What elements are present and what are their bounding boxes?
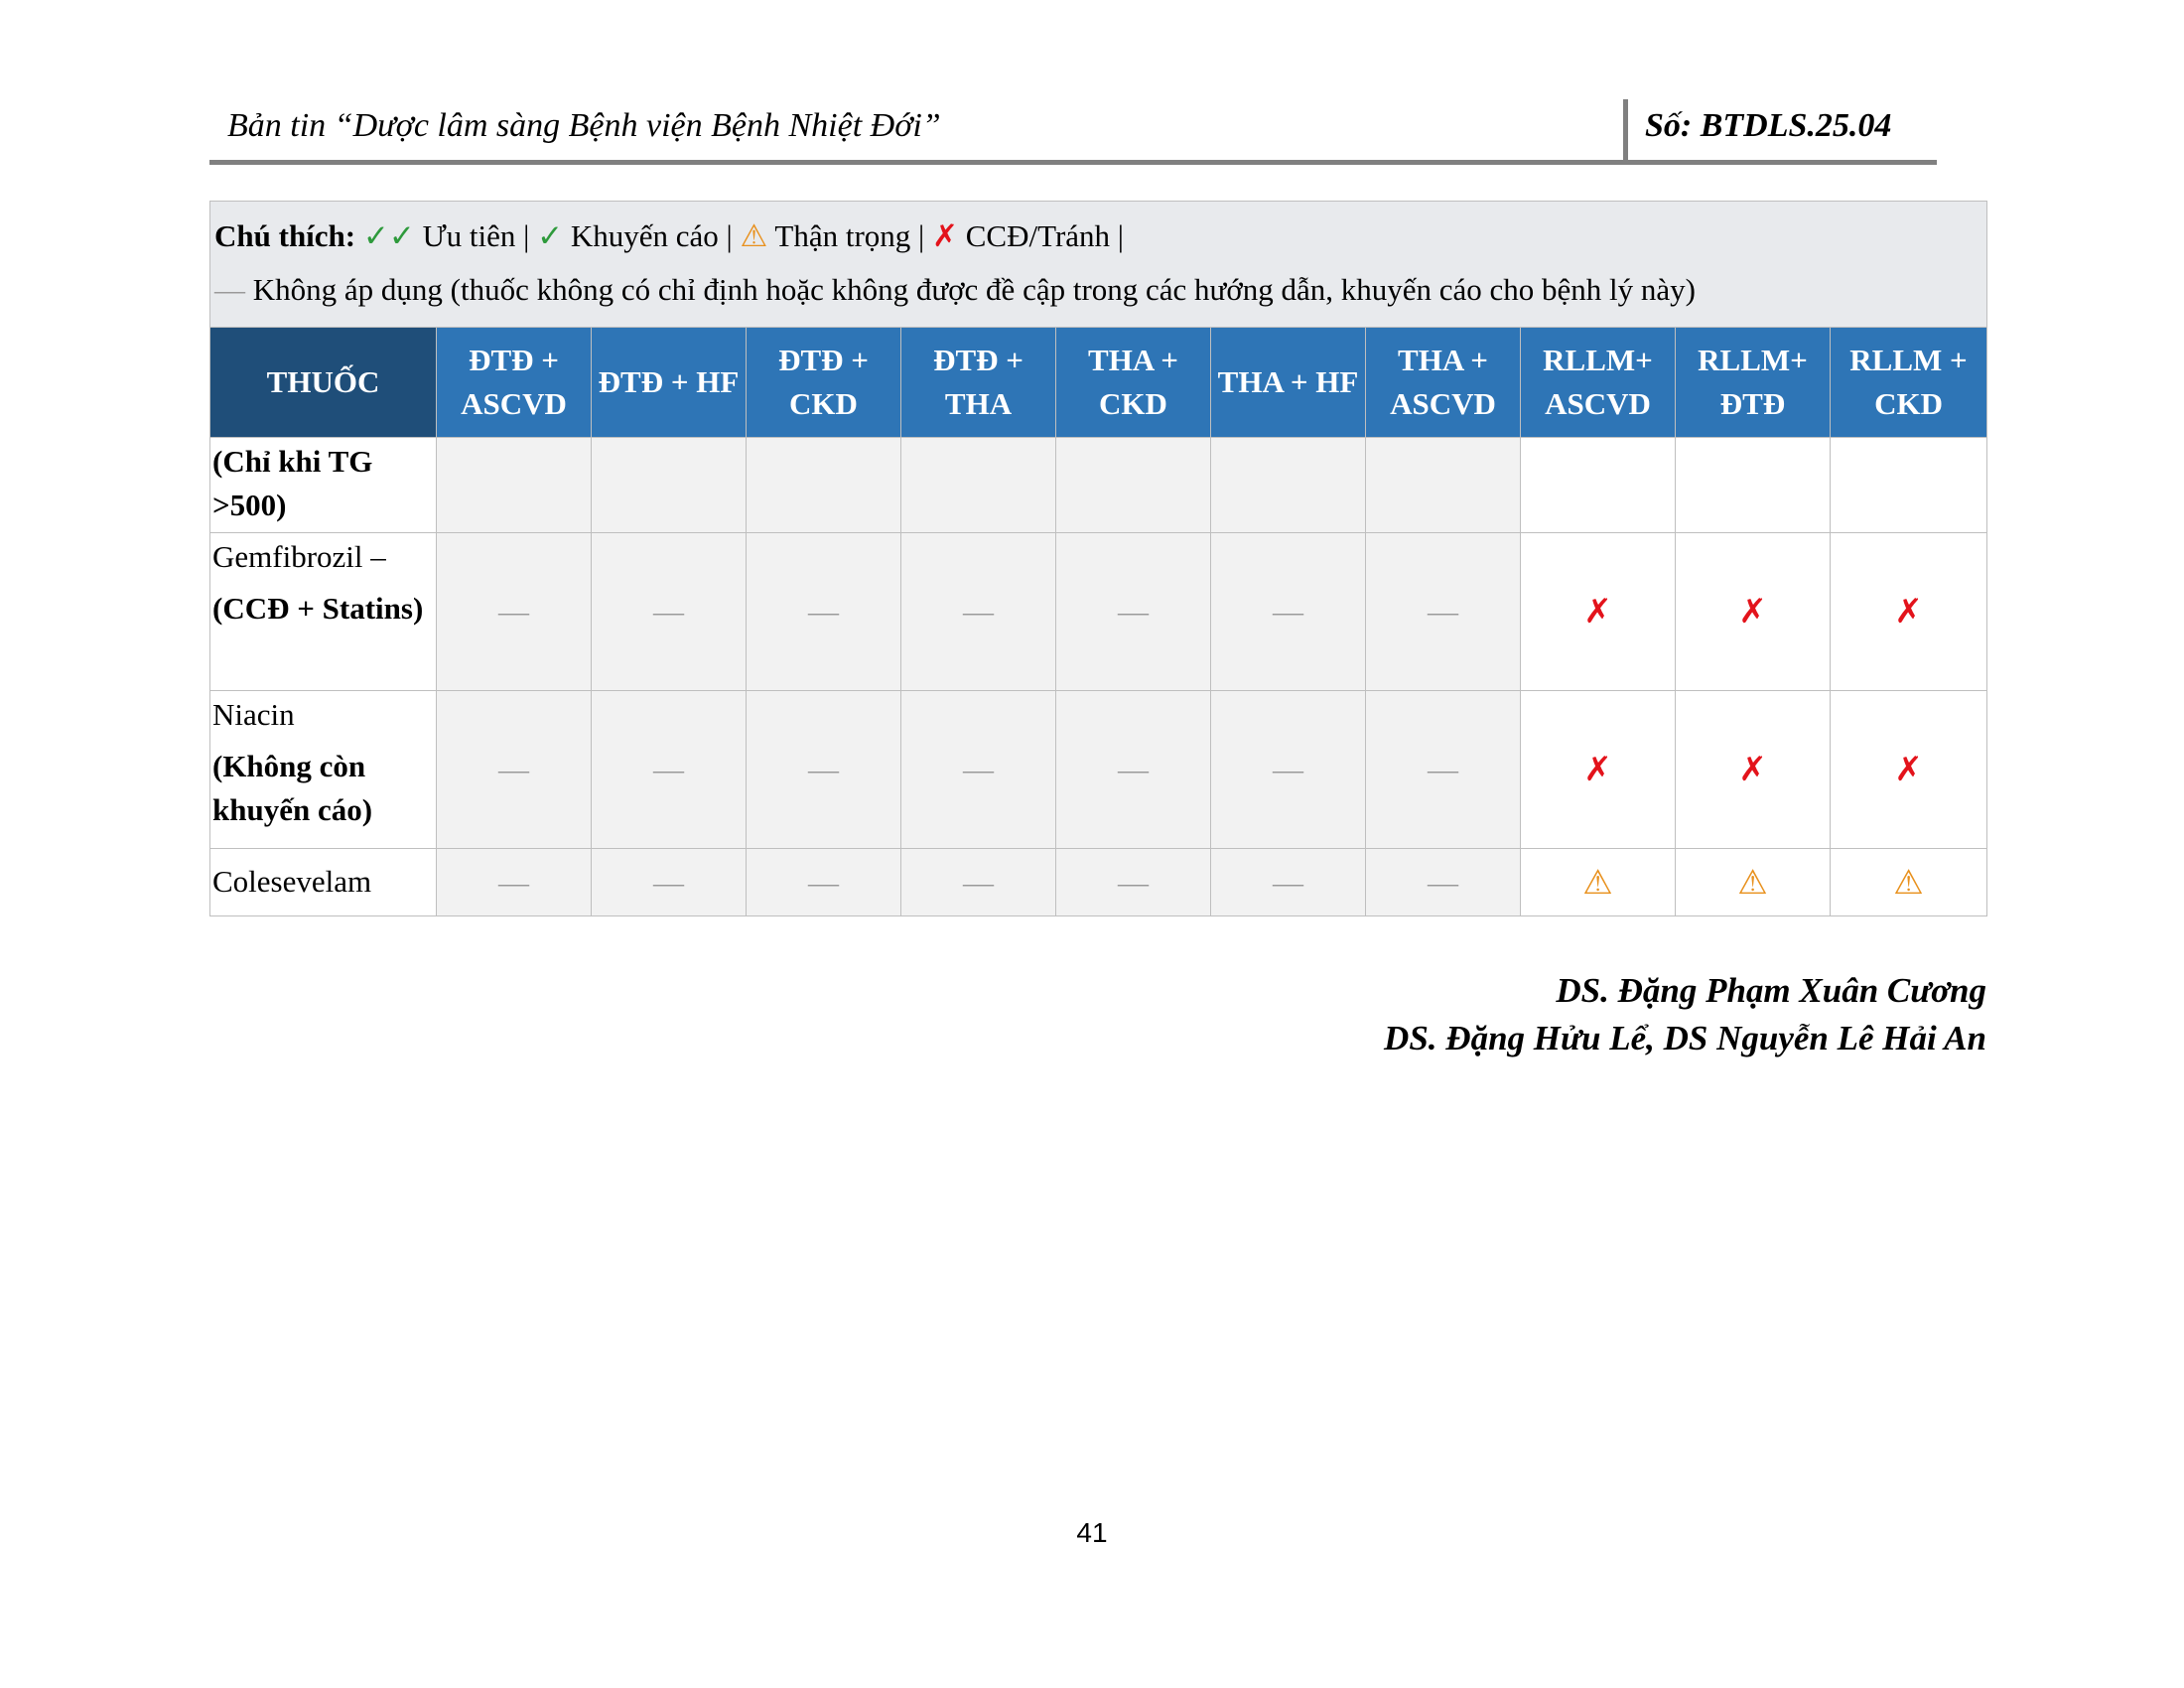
legend-na-text: Không áp dụng (thuốc không có chỉ định hoặc không được đề cập trong các hướng dẫn, khuyến cáo cho bệnh lý này)	[245, 272, 1696, 307]
table-cell	[1211, 438, 1366, 533]
table-cell: —	[747, 849, 901, 916]
legend-caution-text: Thận trọng |	[767, 218, 933, 253]
legend-label: Chú thích:	[214, 218, 356, 253]
column-header: ĐTĐ + HF	[592, 328, 747, 438]
legend-line-2	[214, 263, 1982, 317]
table-cell: ✗	[1831, 691, 1987, 849]
table-cell	[592, 438, 747, 533]
table-cell	[437, 438, 592, 533]
table-cell: —	[1056, 691, 1211, 849]
drug-cell	[210, 438, 437, 533]
table-cell: —	[437, 849, 592, 916]
table-row	[210, 533, 1987, 691]
page-header	[209, 99, 1937, 165]
table-cell: —	[1056, 533, 1211, 691]
table-header-row	[210, 328, 1987, 438]
legend-priority-text: Ưu tiên |	[414, 218, 538, 253]
table-cell	[1676, 438, 1831, 533]
bulletin-title: Bản tin “Dược lâm sàng Bệnh viện Bệnh Nhiệt Đới”	[227, 107, 941, 144]
table-cell: —	[1366, 691, 1521, 849]
double-check-icon: ✓✓	[362, 218, 415, 253]
header-rule	[209, 160, 1937, 165]
table-cell	[747, 438, 901, 533]
column-header: ĐTĐ + CKD	[747, 328, 901, 438]
dash-icon: —	[214, 272, 245, 307]
legend-avoid-text: CCĐ/Tránh |	[958, 218, 1124, 253]
table-cell: —	[1056, 849, 1211, 916]
table-cell: —	[1211, 849, 1366, 916]
column-header: THUỐC	[210, 328, 437, 438]
table-cell	[1831, 438, 1987, 533]
drug-cell	[210, 533, 437, 691]
table-cell: ⚠	[1521, 849, 1676, 916]
table-cell: —	[901, 691, 1056, 849]
table-cell: —	[901, 849, 1056, 916]
drug-name: Colesevelam	[212, 863, 372, 899]
bulletin-number: Số: BTDLS.25.04	[1645, 107, 1892, 144]
drug-cell	[210, 849, 437, 916]
check-icon: ✓	[537, 218, 564, 253]
table-row	[210, 438, 1987, 533]
drug-note: (CCĐ + Statins)	[212, 591, 424, 626]
table-cell: —	[592, 691, 747, 849]
cross-icon: ✗	[932, 218, 958, 253]
column-header: RLLM+ ĐTĐ	[1676, 328, 1831, 438]
drug-note: (Chỉ khi TG >500)	[212, 444, 373, 522]
table-cell: —	[1211, 533, 1366, 691]
legend-recommend-text: Khuyến cáo |	[563, 218, 741, 253]
column-header: RLLM + CKD	[1831, 328, 1987, 438]
drug-table	[209, 201, 1987, 916]
signature-line-1: DS. Đặng Phạm Xuân Cương	[1556, 971, 1986, 1010]
warning-icon: ⚠	[740, 218, 768, 253]
table-cell: ✗	[1676, 533, 1831, 691]
table-cell: —	[901, 533, 1056, 691]
column-header: THA + ASCVD	[1366, 328, 1521, 438]
header-divider	[1623, 99, 1628, 163]
column-header: THA + HF	[1211, 328, 1366, 438]
table-row	[210, 691, 1987, 849]
column-header: ĐTĐ + ASCVD	[437, 328, 592, 438]
column-header: RLLM+ ASCVD	[1521, 328, 1676, 438]
table-cell	[1521, 438, 1676, 533]
table-cell: —	[1211, 691, 1366, 849]
table-cell: —	[592, 849, 747, 916]
table-cell	[901, 438, 1056, 533]
table-cell: ✗	[1521, 533, 1676, 691]
drug-name: Gemfibrozil –	[212, 539, 386, 574]
column-header: ĐTĐ + THA	[901, 328, 1056, 438]
table-cell: —	[747, 533, 901, 691]
table-cell: ⚠	[1831, 849, 1987, 916]
table-cell: —	[437, 691, 592, 849]
table-cell: ✗	[1676, 691, 1831, 849]
table-cell: —	[1366, 849, 1521, 916]
signature-line-2: DS. Đặng Hửu Lể, DS Nguyễn Lê Hải An	[1384, 1019, 1986, 1057]
table-cell: ✗	[1521, 691, 1676, 849]
legend-line-1	[214, 210, 1982, 263]
column-header: THA + CKD	[1056, 328, 1211, 438]
table-cell: ✗	[1831, 533, 1987, 691]
table-cell: ⚠	[1676, 849, 1831, 916]
drug-name: Niacin	[212, 697, 295, 732]
table-cell: —	[592, 533, 747, 691]
table-row	[210, 849, 1987, 916]
table-cell	[1366, 438, 1521, 533]
table-cell: —	[747, 691, 901, 849]
legend	[210, 202, 1987, 328]
table-cell	[1056, 438, 1211, 533]
drug-note: (Không còn khuyến cáo)	[212, 749, 373, 827]
page-number: 41	[1076, 1517, 1108, 1548]
table-cell: —	[437, 533, 592, 691]
drug-cell	[210, 691, 437, 849]
table-cell: —	[1366, 533, 1521, 691]
